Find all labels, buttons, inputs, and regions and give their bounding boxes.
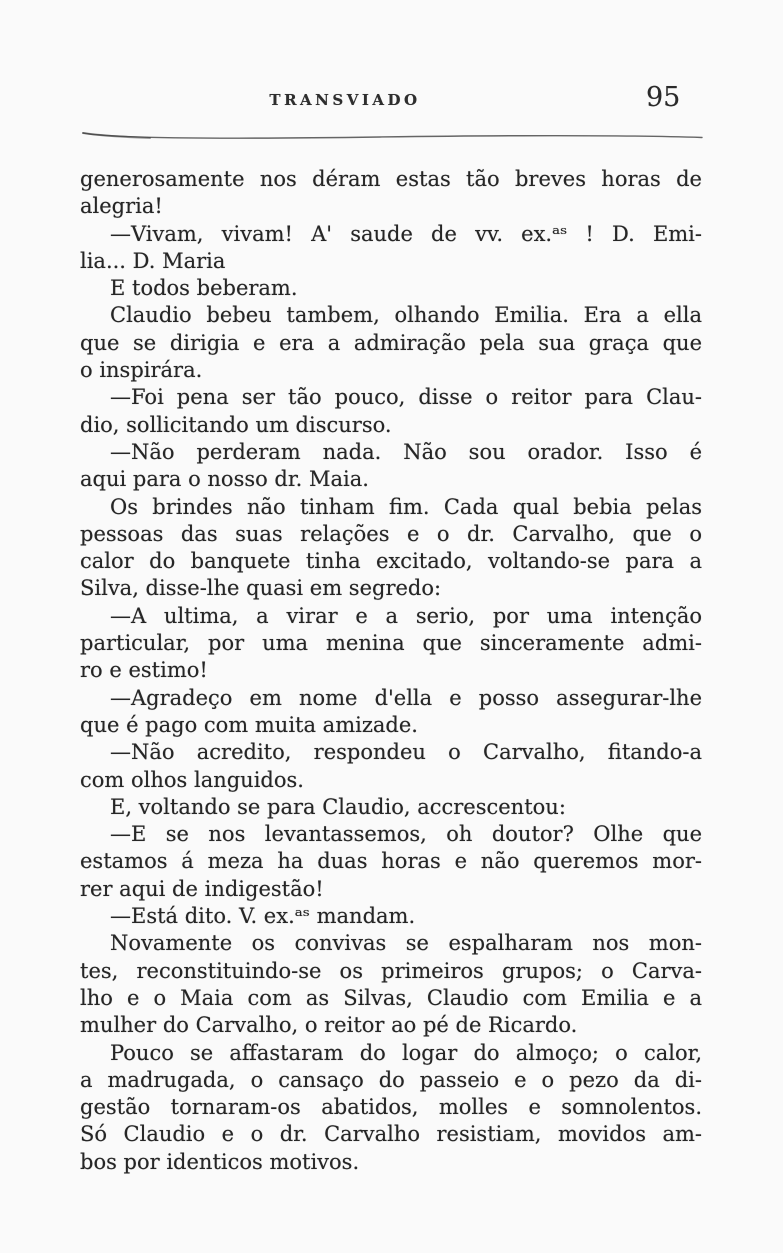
text-line: a madrugada, o cansaço do passeio e o pezo da di- bbox=[80, 1067, 702, 1092]
text-line: tes, reconstituindo-se os primeiros grupos; o Carva- bbox=[80, 958, 702, 983]
text-line: generosamente nos déram estas tão breves horas de bbox=[80, 167, 702, 191]
text-line: Pouco se affastaram do logar do almoço; o calor, bbox=[110, 1040, 702, 1065]
text-line: lho e o Maia com as Silvas, Claudio com Emilia e a bbox=[80, 985, 702, 1010]
text-line: —E se nos levantassemos, oh doutor? Olhe que bbox=[110, 822, 702, 847]
text-line: Só Claudio e o dr. Carvalho resistiam, movidos am- bbox=[80, 1122, 702, 1147]
text-line: Silva, disse-lhe quasi em segredo: bbox=[80, 576, 442, 601]
text-line: bos por identicos motivos. bbox=[80, 1149, 360, 1174]
text-line: Claudio bebeu tambem, olhando Emilia. Era a ella bbox=[110, 303, 702, 328]
text-line: —Não perderam nada. Não sou orador. Isso é bbox=[110, 439, 702, 464]
text-line: alegria! bbox=[80, 194, 163, 219]
page-number: 95 bbox=[646, 82, 681, 113]
text-line: E, voltando se para Claudio, accrescentou: bbox=[110, 794, 566, 819]
text-line: estamos á meza ha duas horas e não queremos mor- bbox=[80, 849, 702, 874]
text-line: com olhos languidos. bbox=[80, 767, 304, 792]
text-line: gestão tornaram-os abatidos, molles e somnolentos. bbox=[80, 1095, 702, 1120]
text-line: —A ultima, a virar e a serio, por uma intenção bbox=[110, 603, 702, 628]
text-line: Os brindes não tinham fim. Cada qual bebia pelas bbox=[110, 494, 702, 519]
text-line: —Foi pena ser tão pouco, disse o reitor para Clau- bbox=[110, 385, 702, 410]
running-title: TRANSVIADO bbox=[269, 91, 421, 109]
text-line: rer aqui de indigestão! bbox=[80, 876, 324, 901]
text-line: —Não acredito, respondeu o Carvalho, fitando-a bbox=[110, 740, 702, 765]
page-text bbox=[80, 166, 702, 1176]
page-header bbox=[0, 82, 783, 122]
text-line: mulher do Carvalho, o reitor ao pé de Ricardo. bbox=[80, 1013, 578, 1038]
text-line: o inspirára. bbox=[80, 358, 203, 383]
text-line: que se dirigia e era a admiração pela sua graça que bbox=[80, 330, 702, 355]
text-line: calor do banquete tinha excitado, voltando-se para a bbox=[80, 549, 702, 574]
text-line: Novamente os convivas se espalharam nos mon- bbox=[110, 931, 702, 956]
text-line: ro e estimo! bbox=[80, 658, 208, 683]
text-line: aqui para o nosso dr. Maia. bbox=[80, 467, 369, 492]
text-line: —Vivam, vivam! A' saude de vv. ex.ᵃˢ ! D. Emi- bbox=[110, 221, 702, 246]
text-line: particular, por uma menina que sinceramente admi- bbox=[80, 631, 702, 656]
text-line: —Está dito. V. ex.ᵃˢ mandam. bbox=[110, 904, 416, 929]
text-line: pessoas das suas relações e o dr. Carvalho, que o bbox=[80, 521, 702, 546]
text-line: —Agradeço em nome d'ella e posso assegurar-lhe bbox=[110, 685, 702, 710]
text-line: dio, sollicitando um discurso. bbox=[80, 412, 392, 437]
header-rule bbox=[80, 126, 705, 142]
text-line: E todos beberam. bbox=[110, 276, 298, 301]
text-line: que é pago com muita amizade. bbox=[80, 712, 418, 737]
text-line: lia... D. Maria bbox=[80, 248, 226, 273]
